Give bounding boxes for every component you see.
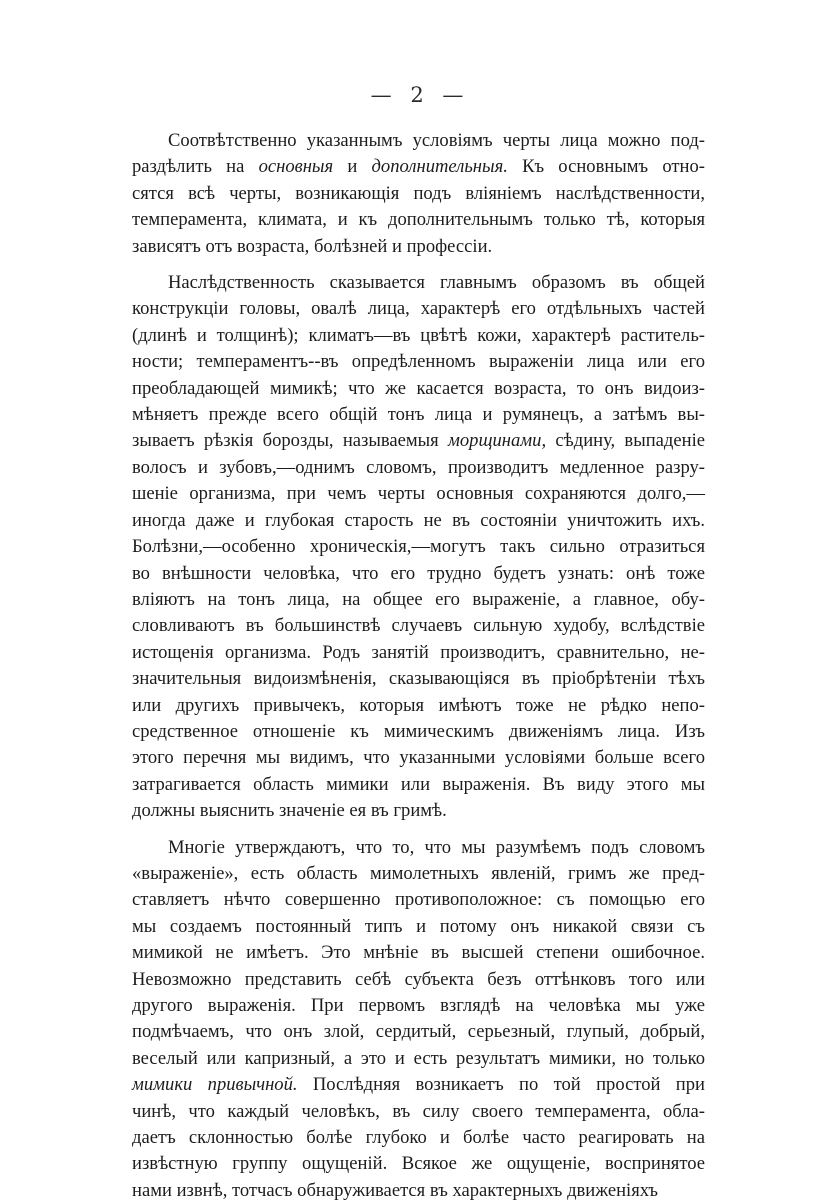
text-line: Многіе утверждаютъ, что то, что мы разумѣемъ подъ словомъ (168, 836, 705, 858)
text-line: сятся всѣ черты, возникающія подъ вліяніемъ наслѣдственности, (132, 182, 705, 204)
text-line: преобладающей мимикѣ; что же касается возраста, то онъ видоиз- (132, 377, 705, 399)
paragraph (132, 270, 705, 825)
text-line: значительныя видоизмѣненія, сказывающіяся въ пріобрѣтеніи тѣхъ (132, 668, 705, 690)
text-line: волосъ и зубовъ,—однимъ словомъ, производитъ медленное разру- (132, 456, 705, 478)
text-line: ставляетъ нѣчто совершенно противоположное: съ помощью его (132, 889, 705, 911)
text-line: или другихъ привычекъ, которыя имѣютъ тоже не рѣдко непо- (132, 694, 705, 716)
text-line: должны выяснить значеніе ея въ гримѣ. (132, 800, 447, 822)
text-line: подмѣчаемъ, что онъ злой, сердитый, серьезный, глупый, добрый, (132, 1021, 705, 1043)
body-text (132, 128, 705, 1204)
text-line: извѣстную группу ощущеній. Всякое же ощущеніе, воспринятое (132, 1153, 705, 1175)
text-line: чинѣ, что каждый человѣкъ, въ силу своего темперамента, обла- (132, 1100, 705, 1122)
text-line: мимикой не имѣетъ. Это мнѣніе въ высшей степени ошибочное. (132, 942, 705, 964)
italic-term: дополнительныя. (371, 156, 508, 178)
italic-term: основныя (258, 156, 334, 178)
text-line: даетъ склонностью болѣе глубоко и болѣе часто реагировать на (132, 1127, 705, 1149)
text-line: раздѣлить на основныя и дополнительныя. Къ основнымъ отно- (132, 156, 705, 178)
text-line: шеніе организма, при чемъ черты основныя сохраняются долго,— (132, 483, 705, 505)
text-line: конструкціи головы, овалѣ лица, характерѣ его отдѣльныхъ частей (132, 298, 705, 320)
text-line: Болѣзни,—особенно хроническія,—могутъ такъ сильно отразиться (132, 536, 705, 558)
text-line: мимики привычной. Послѣдняя возникаетъ по той простой при (132, 1074, 705, 1096)
text-line: другого выраженія. При первомъ взглядѣ на человѣка мы уже (132, 995, 705, 1016)
text-line: мѣняетъ прежде всего общій тонъ лица и румянецъ, а затѣмъ вы- (132, 404, 705, 426)
text-line: веселый или капризный, а это и есть результатъ мимики, но только (132, 1047, 705, 1069)
text-line: средственное отношеніе къ мимическимъ движеніямъ лица. Изъ (132, 720, 705, 742)
text-line: зависятъ отъ возраста, болѣзней и профессіи. (132, 235, 493, 257)
text-line: Наслѣдственность сказывается главнымъ образомъ въ общей (168, 272, 705, 294)
text-line: зываетъ рѣзкія борозды, называемыя морщинами, сѣдину, выпаденіе (132, 430, 705, 452)
text-line: иногда даже и глубокая старость не въ состояніи уничтожить ихъ. (132, 509, 705, 531)
text-line: затрагивается область мимики или выраженія. Въ виду этого мы (132, 773, 705, 795)
text-line: истощенія организма. Родъ занятій производитъ, сравнительно, не- (132, 641, 705, 663)
text-line: (длинѣ и толщинѣ); климатъ—въ цвѣтѣ кожи, характерѣ раститель- (132, 324, 705, 346)
text-line: темперамента, климата, и къ дополнительнымъ только тѣ, которыя (132, 209, 705, 231)
text-line: мы создаемъ постоянный типъ и потому онъ никакой связи съ (132, 915, 705, 937)
italic-term: мимики привычной. (132, 1074, 298, 1096)
text-line: нами извнѣ, тотчасъ обнаруживается въ характерныхъ движеніяхъ (132, 1179, 658, 1201)
text-line: Невозможно представить себѣ субъекта безъ оттѣнковъ того или (132, 968, 705, 990)
text-line: во внѣшности человѣка, что его трудно будетъ узнать: онѣ тоже (132, 562, 705, 584)
text-line: Соотвѣтственно указаннымъ условіямъ черты лица можно под- (168, 130, 705, 151)
page-number: — 2 — (370, 83, 470, 107)
italic-term: морщинами, (447, 430, 547, 452)
text-line: «выраженіе», есть область мимолетныхъ явленій, гримъ же пред- (132, 862, 705, 884)
text-line: словливаютъ въ большинствѣ случаевъ сильную худобу, вслѣдствіе (132, 615, 705, 637)
paragraph (132, 835, 705, 1204)
text-line: ности; темпераментъ--въ опредѣленномъ выраженіи лица или его (132, 351, 705, 373)
paragraph (132, 128, 705, 260)
text-line: этого перечня мы видимъ, что указанными условіями больше всего (132, 747, 705, 769)
text-line: вліяютъ на тонъ лица, на общее его выраженіе, а главное, обу- (132, 588, 705, 610)
